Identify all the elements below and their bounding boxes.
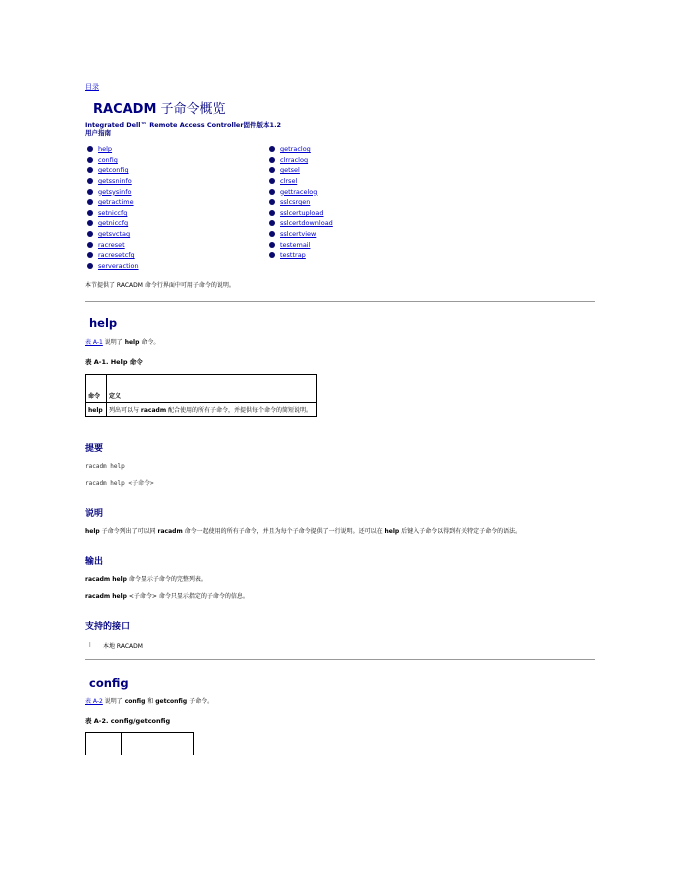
command-link[interactable]: getractime bbox=[98, 198, 134, 207]
list-item bbox=[85, 261, 267, 272]
synopsis-line: racadm help bbox=[85, 463, 125, 471]
section-heading-help: help bbox=[89, 316, 118, 331]
list-item bbox=[267, 250, 467, 261]
section-heading-config: config bbox=[89, 676, 129, 691]
command-link[interactable]: sslcsrgen bbox=[280, 198, 311, 207]
command-link[interactable]: clrsel bbox=[280, 177, 298, 186]
ref-command: config bbox=[124, 698, 146, 706]
bullet-icon bbox=[269, 189, 275, 195]
ref-text: 子命令。 bbox=[187, 698, 214, 706]
bullet-icon bbox=[269, 178, 275, 184]
bullet-icon bbox=[87, 146, 93, 152]
page-content bbox=[85, 82, 595, 755]
help-ref-text bbox=[85, 338, 595, 347]
ref-text: 说明了 bbox=[102, 339, 125, 347]
output-line bbox=[85, 592, 595, 601]
bullet-icon bbox=[87, 178, 93, 184]
output-text: <子命令> 命令只显示指定的子命令的信息。 bbox=[126, 593, 249, 601]
interfaces-heading: 支持的接口 bbox=[85, 622, 131, 633]
command-link[interactable]: sslcertview bbox=[280, 230, 317, 239]
table-ref-link[interactable]: 表 A-1 bbox=[85, 339, 103, 347]
command-list bbox=[85, 144, 595, 271]
page-title bbox=[93, 102, 595, 118]
list-item bbox=[267, 218, 467, 229]
list-item bbox=[85, 176, 267, 187]
command-link[interactable]: getconfig bbox=[98, 166, 129, 175]
command-link[interactable]: gettracelog bbox=[280, 187, 318, 196]
command-link[interactable]: serveraction bbox=[98, 261, 139, 270]
title-rest: 子命令概览 bbox=[156, 102, 226, 117]
desc-bold: racadm bbox=[157, 528, 183, 536]
table-header-cell: 命令 bbox=[86, 375, 107, 403]
list-marker: l bbox=[89, 642, 91, 650]
divider bbox=[85, 301, 595, 302]
bullet-icon bbox=[269, 231, 275, 237]
list-item bbox=[267, 144, 467, 155]
command-link[interactable]: testtrap bbox=[280, 251, 306, 260]
desc-text: 子命令列出了可以同 bbox=[99, 528, 158, 536]
list-item bbox=[85, 144, 267, 155]
bullet-icon bbox=[269, 157, 275, 163]
list-item bbox=[85, 239, 267, 250]
list-item bbox=[85, 218, 267, 229]
list-item bbox=[267, 208, 467, 219]
bullet-icon bbox=[269, 252, 275, 258]
list-item bbox=[267, 165, 467, 176]
config-ref-text bbox=[85, 697, 595, 706]
bullet-icon bbox=[269, 167, 275, 173]
desc-bold: help bbox=[85, 528, 100, 536]
output-command: racadm help bbox=[85, 593, 127, 601]
command-link[interactable]: setniccfg bbox=[98, 208, 128, 217]
command-column-left bbox=[85, 144, 267, 271]
ref-command: help bbox=[124, 339, 140, 347]
command-link[interactable]: help bbox=[98, 145, 113, 154]
bullet-icon bbox=[87, 220, 93, 226]
table-cell-definition bbox=[107, 403, 317, 417]
command-column-right bbox=[267, 144, 467, 271]
list-item bbox=[85, 165, 267, 176]
command-link[interactable]: getsysinfo bbox=[98, 187, 132, 196]
ref-text: 命令。 bbox=[139, 339, 160, 347]
output-heading: 输出 bbox=[85, 557, 104, 568]
list-item bbox=[85, 155, 267, 166]
bullet-icon bbox=[269, 220, 275, 226]
bullet-icon bbox=[87, 157, 93, 163]
command-link[interactable]: racreset bbox=[98, 240, 125, 249]
bullet-icon bbox=[87, 242, 93, 248]
list-item bbox=[267, 239, 467, 250]
command-link[interactable]: config bbox=[98, 155, 118, 164]
list-item bbox=[267, 186, 467, 197]
bullet-icon bbox=[87, 210, 93, 216]
output-command: racadm help bbox=[85, 576, 127, 584]
description-text bbox=[85, 527, 595, 536]
table-header-row bbox=[86, 375, 317, 403]
bullet-icon bbox=[269, 242, 275, 248]
bullet-icon bbox=[87, 252, 93, 258]
list-item bbox=[267, 176, 467, 187]
list-item bbox=[85, 250, 267, 261]
synopsis-heading: 提要 bbox=[85, 444, 104, 455]
command-link[interactable]: getssninfo bbox=[98, 177, 132, 186]
def-text: 配合使用的所有子命令，并提供每个命令的简短说明。 bbox=[166, 407, 313, 415]
command-link[interactable]: sslcertdownload bbox=[280, 219, 333, 228]
command-link[interactable]: clrraclog bbox=[280, 155, 309, 164]
subtitle-guide: 用户指南 bbox=[85, 129, 111, 137]
ref-text: 和 bbox=[145, 698, 156, 706]
def-command: racadm bbox=[140, 407, 167, 415]
ref-text: 说明了 bbox=[102, 698, 125, 706]
list-item bbox=[85, 641, 595, 650]
list-item bbox=[85, 197, 267, 208]
intro-text: 本节提供了 RACADM 命令行界面中可用子命令的说明。 bbox=[85, 282, 235, 290]
bullet-icon bbox=[269, 199, 275, 205]
help-table bbox=[85, 374, 317, 417]
list-item bbox=[85, 208, 267, 219]
subtitle-product: Integrated Dell™ Remote Access Controller固件版本1.2 bbox=[85, 121, 282, 129]
synopsis-line: racadm help <子命令> bbox=[85, 480, 154, 488]
description-heading: 说明 bbox=[85, 509, 104, 520]
table-caption: 表 A-1. Help 命令 bbox=[85, 358, 143, 367]
config-table bbox=[85, 732, 194, 755]
desc-text: 命令一起使用的所有子命令，并且为每个子命令提供了一行说明。还可以在 bbox=[182, 528, 385, 536]
ref-command: getconfig bbox=[155, 698, 188, 706]
bullet-icon bbox=[87, 263, 93, 269]
interface-item: 本地 RACADM bbox=[103, 643, 143, 651]
table-cell-command: help bbox=[86, 403, 107, 417]
list-item bbox=[267, 155, 467, 166]
def-text: 列出可以与 bbox=[109, 407, 141, 415]
list-item bbox=[85, 229, 267, 240]
bullet-icon bbox=[87, 231, 93, 237]
output-line bbox=[85, 575, 595, 584]
table-column-divider bbox=[121, 733, 122, 755]
bullet-icon bbox=[87, 199, 93, 205]
desc-text: 后键入子命令以得到有关特定子命令的语法。 bbox=[399, 528, 522, 536]
list-item bbox=[267, 197, 467, 208]
list-item bbox=[85, 186, 267, 197]
table-row bbox=[86, 403, 317, 417]
desc-bold: help bbox=[384, 528, 400, 536]
table-header-cell: 定义 bbox=[107, 375, 317, 403]
bullet-icon bbox=[269, 146, 275, 152]
table-ref-link[interactable]: 表 A-2 bbox=[85, 698, 103, 706]
command-link[interactable]: testemail bbox=[280, 240, 311, 249]
output-text: 命令显示子命令的完整列表。 bbox=[126, 576, 207, 584]
command-link[interactable]: getniccfg bbox=[98, 219, 129, 228]
toc-link[interactable]: 目录 bbox=[85, 83, 99, 91]
subtitle bbox=[85, 121, 595, 137]
command-link[interactable]: getsvctag bbox=[98, 230, 131, 239]
bullet-icon bbox=[87, 167, 93, 173]
divider bbox=[85, 659, 595, 660]
command-link[interactable]: sslcertupload bbox=[280, 208, 324, 217]
bullet-icon bbox=[269, 210, 275, 216]
command-link[interactable]: getsel bbox=[280, 166, 300, 175]
bullet-icon bbox=[87, 189, 93, 195]
command-link[interactable]: getraclog bbox=[280, 145, 311, 154]
list-item bbox=[267, 229, 467, 240]
command-link[interactable]: racresetcfg bbox=[98, 251, 135, 260]
title-main: RACADM bbox=[93, 102, 157, 117]
table-caption: 表 A-2. config/getconfig bbox=[85, 717, 171, 726]
